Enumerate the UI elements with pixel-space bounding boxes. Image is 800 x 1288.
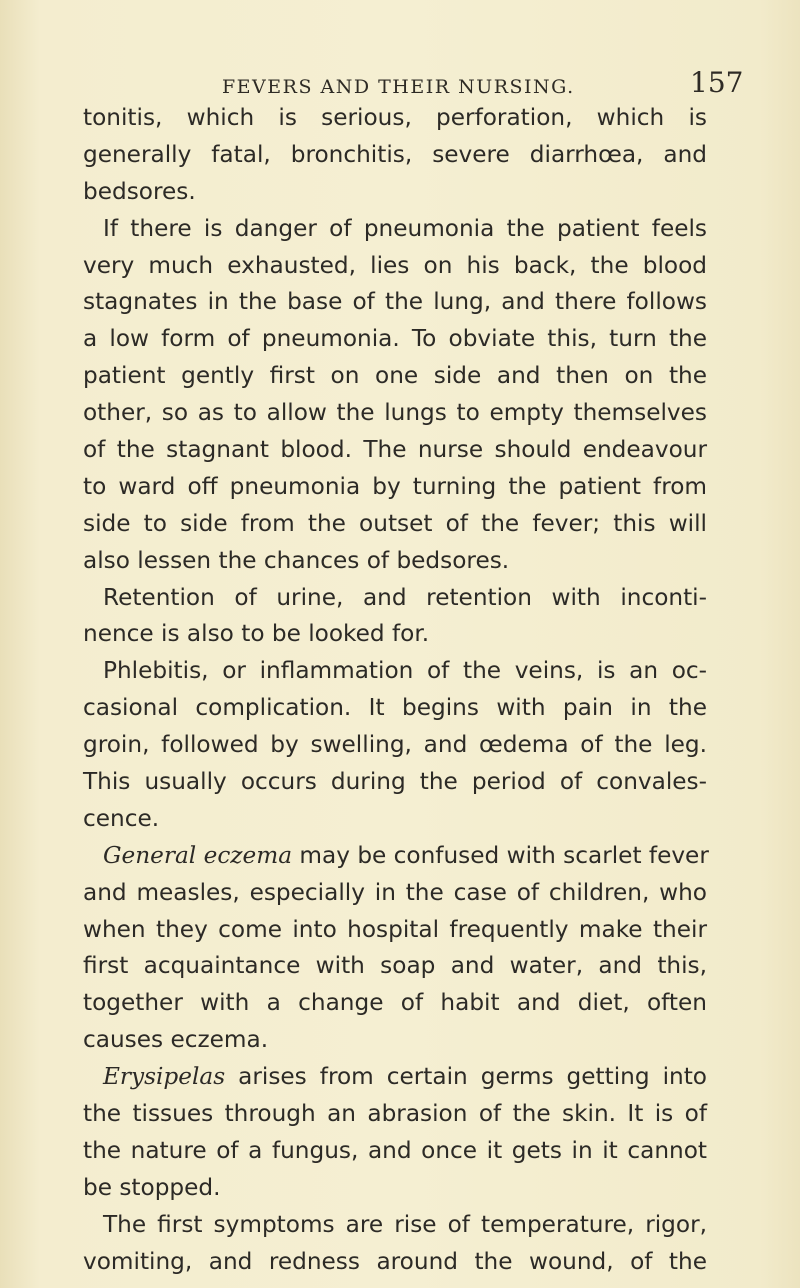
text-line [83, 690, 707, 727]
line-text: first acquaintance with soap and water, and this, [83, 952, 707, 980]
line-text: Phlebitis, or inflammation of the veins, is an oc- [103, 657, 707, 685]
text-line [83, 948, 707, 985]
line-text: tonitis, which is serious, perforation, which is [83, 104, 707, 131]
line-text: This usually occurs during the period of convales- [83, 768, 707, 796]
line-text: side to side from the outset of the fever; this will [83, 509, 707, 537]
line-text: bedsores. [83, 177, 196, 205]
line-text: The first symptoms are rise of temperature, rigor, [103, 1210, 707, 1238]
running-title: FEVERS AND THEIR NURSING. [222, 76, 575, 98]
text-line [83, 985, 707, 1022]
line-text: together with a change of habit and diet, often [83, 989, 707, 1017]
text-line [83, 1244, 707, 1281]
page-number: 157 [690, 66, 744, 99]
text-line [83, 727, 707, 764]
line-text: to ward off pneumonia by turning the patient from [83, 472, 707, 500]
line-text: generally fatal, bronchitis, severe diarrhœa, and [83, 140, 707, 168]
line-text: If there is danger of pneumonia the patient feels [103, 214, 707, 242]
line-text: and measles, especially in the case of children, who [83, 878, 707, 906]
text-line [83, 284, 707, 321]
italic-term: Erysipelas [103, 1063, 226, 1091]
line-text: groin, followed by swelling, and œdema of the leg. [83, 731, 707, 759]
line-text: Retention of urine, and retention with inconti- [103, 583, 707, 611]
text-line [83, 395, 707, 432]
text-line [83, 1022, 707, 1059]
text-line [83, 543, 707, 580]
text-line [83, 1059, 707, 1096]
line-text: vomiting, and redness around the wound, of the [83, 1247, 707, 1275]
line-text: also lessen the chances of bedsores. [83, 546, 510, 574]
line-text: other, so as to allow the lungs to empty themselves [83, 399, 707, 427]
text-line [83, 174, 707, 211]
line-text: the nature of a fungus, and once it gets in it cannot [83, 1136, 707, 1164]
line-text: nence is also to be looked for. [83, 620, 430, 648]
body-text [83, 100, 707, 1281]
text-line [83, 432, 707, 469]
line-text: causes eczema. [83, 1026, 269, 1054]
line-text: of the stagnant blood. The nurse should endeavour [83, 436, 707, 464]
text-line [83, 469, 707, 506]
text-line [83, 838, 707, 875]
text-line [83, 248, 707, 285]
text-line [83, 100, 707, 137]
text-line [83, 616, 707, 653]
text-line [83, 875, 707, 912]
line-text: a low form of pneumonia. To obviate this, turn the [83, 325, 707, 353]
text-line [83, 321, 707, 358]
italic-term: General eczema [103, 841, 293, 869]
line-text: very much exhausted, lies on his back, the blood [83, 251, 707, 279]
line-text: may be confused with scarlet fever [292, 841, 709, 869]
line-text: arises from certain germs getting into [225, 1063, 707, 1091]
page-header [0, 62, 800, 102]
text-line [83, 912, 707, 949]
line-text: when they come into hospital frequently make their [83, 915, 707, 943]
text-line [83, 1170, 707, 1207]
text-line [83, 358, 707, 395]
line-text: be stopped. [83, 1173, 221, 1201]
text-line [83, 506, 707, 543]
text-line [83, 653, 707, 690]
line-text: cence. [83, 804, 160, 832]
line-text: the tissues through an abrasion of the skin. It is of [83, 1100, 707, 1128]
text-line [83, 211, 707, 248]
line-text: casional complication. It begins with pain in the [83, 694, 707, 722]
text-line [83, 1096, 707, 1133]
text-line [83, 764, 707, 801]
line-text: patient gently first on one side and then on the [83, 362, 707, 390]
text-line [83, 1133, 707, 1170]
text-line [83, 580, 707, 617]
text-line [83, 1207, 707, 1244]
text-line [83, 137, 707, 174]
text-line [83, 801, 707, 838]
line-text: stagnates in the base of the lung, and there follows [83, 288, 707, 316]
